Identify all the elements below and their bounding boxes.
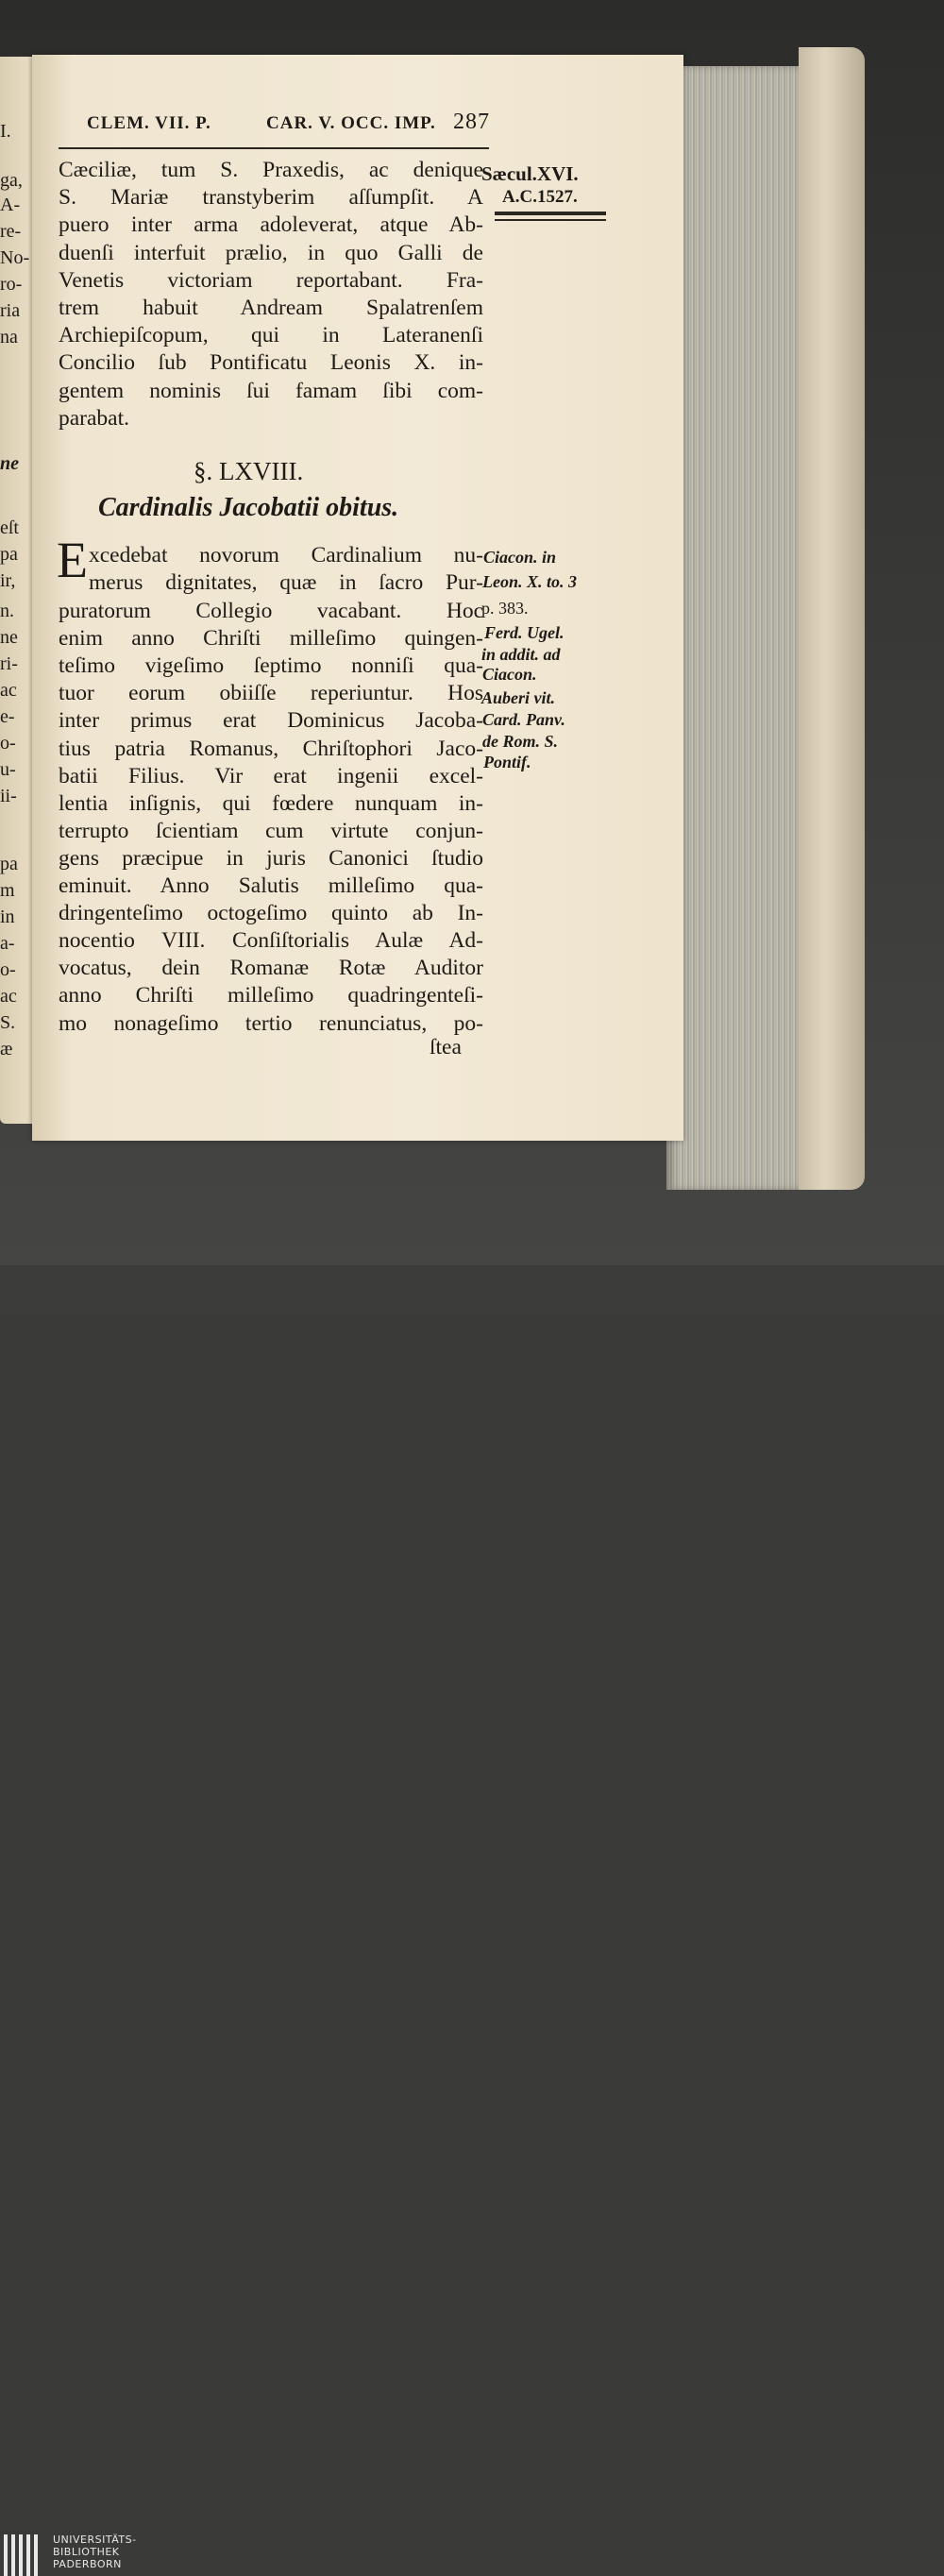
left-page-fragment: ga, — [0, 170, 23, 191]
left-page-fragment: in — [0, 907, 15, 927]
text-line: teſimo vigeſimo ſeptimo nonniſi qua- — [59, 653, 483, 679]
book-scan — [0, 0, 944, 1265]
page-number: 287 — [453, 110, 490, 134]
text-line: terrupto ſcientiam cum virtute conjun- — [59, 818, 483, 843]
text-line: merus dignitates, quæ in ſacro Pur- — [89, 570, 483, 596]
text-line: puero inter arma adoleverat, atque Ab- — [59, 212, 483, 238]
running-header-right: CAR. V. OCC. IMP. — [266, 113, 436, 133]
left-page-fragment: u- — [0, 759, 16, 780]
library-logo-icon — [4, 2534, 47, 2576]
text-line: Venetis victoriam reportabant. Fra- — [59, 267, 483, 293]
text-line: anno Chriſti milleſimo quadringenteſi- — [59, 983, 483, 1008]
margin-note: Auberi vit. — [481, 688, 556, 707]
section-title: Cardinalis Jacobatii obitus. — [98, 493, 399, 522]
text-line: xcedebat novorum Cardinalium nu- — [89, 543, 483, 568]
text-line: eminuit. Anno Salutis milleſimo qua- — [59, 873, 483, 898]
left-page-fragment: n. — [0, 601, 14, 621]
left-page-fragment: I. — [0, 121, 11, 142]
catchword: ſtea — [430, 1035, 462, 1059]
margin-rule-thin — [495, 219, 606, 221]
left-page-fragment: ri- — [0, 653, 18, 674]
left-page-fragment: re- — [0, 221, 22, 242]
left-page-fragment: æ — [0, 1039, 13, 1059]
left-page-fragment: ii- — [0, 786, 17, 806]
left-page-fragment: eſt — [0, 517, 19, 538]
left-page-fragment: o- — [0, 733, 16, 754]
margin-note: de Rom. S. — [482, 732, 559, 751]
text-line: trem habuit Andream Spalatrenſem — [59, 296, 483, 320]
margin-note: Ferd. Ugel. — [484, 623, 565, 642]
library-name-line3: PADERBORN — [53, 2558, 122, 2570]
margin-note: p. 383. — [481, 599, 529, 618]
margin-year: A.C.1527. — [502, 187, 578, 207]
library-name-line2: BIBLIOTHEK — [53, 2546, 120, 2558]
running-header-left: CLEM. VII. P. — [87, 113, 211, 133]
library-name-line1: UNIVERSITÄTS- — [53, 2534, 137, 2546]
page-edges — [666, 66, 818, 1190]
left-page-fragment: S. — [0, 1012, 16, 1033]
text-line: dringenteſimo octogeſimo quinto ab In- — [59, 901, 483, 926]
left-page-fragment: No- — [0, 247, 30, 268]
text-line: enim anno Chriſti milleſimo quingen- — [59, 626, 483, 652]
text-line: tius patria Romanus, Chriſtophori Jaco- — [59, 736, 483, 761]
text-line: Cæciliæ, tum S. Praxedis, ac denique — [59, 158, 483, 182]
book-cover-edge — [799, 47, 865, 1190]
text-line: batii Filius. Vir erat ingenii excel- — [59, 763, 483, 788]
left-page-fragment: ir, — [0, 570, 16, 591]
left-page-fragment: ro- — [0, 274, 23, 295]
margin-note: Pontif. — [483, 753, 531, 771]
library-footer — [0, 1265, 944, 2570]
text-line: inter primus erat Dominicus Jacoba- — [59, 708, 483, 734]
left-page-fragment: o- — [0, 959, 16, 980]
text-line: gens præcipue in juris Canonici ſtudio — [59, 845, 483, 871]
text-line: vocatus, dein Romanæ Rotæ Auditor — [59, 956, 483, 981]
text-line: S. Mariæ transtyberim aſſumpſit. A — [59, 185, 483, 211]
text-line: lentia inſignis, qui fœdere nunquam in- — [59, 790, 483, 816]
left-page-fragment: ac — [0, 680, 17, 701]
text-line: nocentio VIII. Conſiſtorialis Aulæ Ad- — [59, 928, 483, 954]
text-line: Concilio ſub Pontificatu Leonis X. in- — [59, 350, 483, 376]
left-page-fragment: ria — [0, 300, 21, 321]
margin-note: Ciacon. in — [483, 548, 557, 567]
left-page-fragment: pa — [0, 854, 18, 874]
header-rule — [59, 147, 489, 149]
left-page-fragment: ac — [0, 986, 17, 1007]
section-number: §. LXVIII. — [194, 457, 304, 485]
margin-note: in addit. ad — [481, 645, 561, 664]
margin-rule-thick — [495, 212, 606, 215]
margin-century: Sæcul.XVI. — [481, 162, 579, 185]
text-line: parabat. — [59, 405, 130, 431]
margin-note: Ciacon. — [482, 665, 537, 684]
margin-note: Card. Panv. — [482, 710, 565, 729]
left-page-fragment: ne — [0, 453, 19, 474]
left-page-fragment: pa — [0, 544, 18, 565]
text-line: Archiepiſcopum, qui in Lateranenſi — [59, 323, 483, 348]
text-line: gentem nominis ſui famam ſibi com- — [59, 378, 483, 403]
text-line: tuor eorum obiiſſe reperiuntur. Hos — [59, 681, 483, 706]
left-page-fragment: m — [0, 880, 15, 901]
left-page-fragment: A- — [0, 195, 21, 215]
drop-cap: E — [57, 532, 88, 588]
left-page-fragment: ne — [0, 627, 18, 648]
left-page-fragment: e- — [0, 706, 15, 727]
margin-note: Leon. X. to. 3 — [482, 572, 578, 591]
left-page-fragment: a- — [0, 933, 15, 954]
text-line: mo nonageſimo tertio renunciatus, po- — [59, 1010, 483, 1036]
text-line: duenſi interfuit prælio, in quo Galli de — [59, 240, 483, 265]
left-page-fragment: na — [0, 327, 18, 347]
text-line: puratorum Collegio vacabant. Hoc — [59, 599, 483, 623]
